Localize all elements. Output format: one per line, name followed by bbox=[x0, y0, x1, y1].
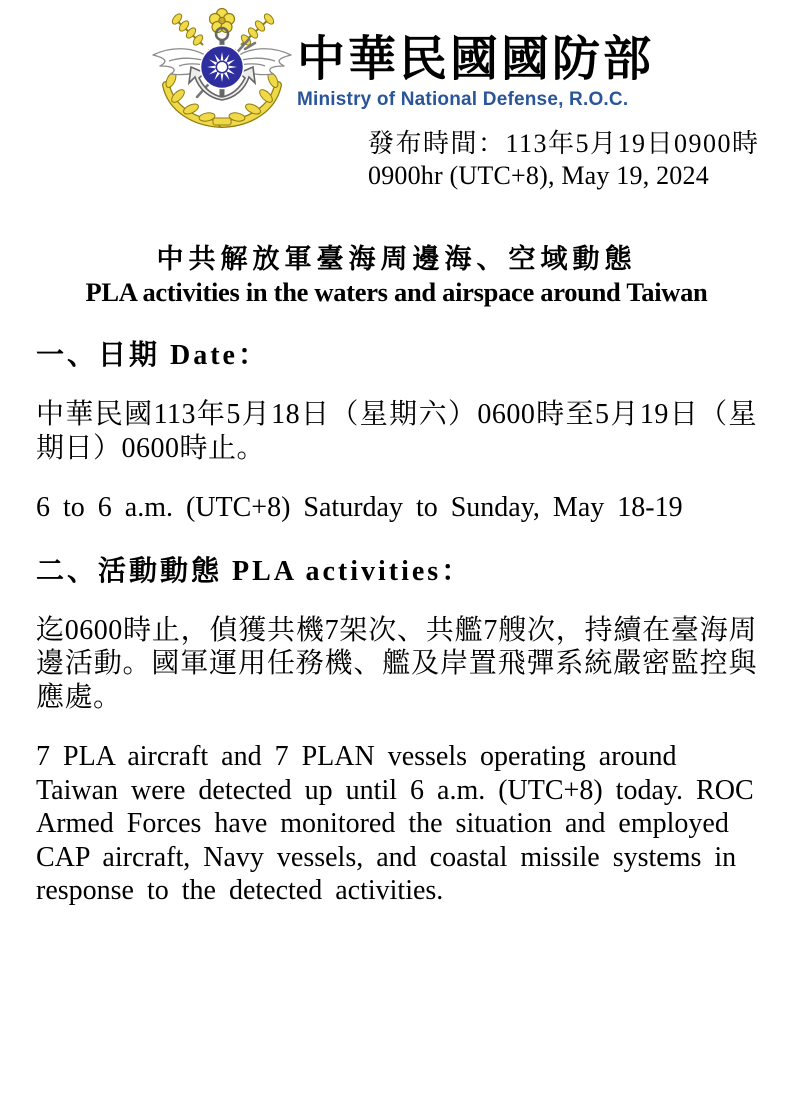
header bbox=[297, 33, 654, 111]
ministry-title-zh: 中華民國國防部 bbox=[297, 33, 655, 86]
date-paragraph-en: 6 to 6 a.m. (UTC+8) Saturday to Sunday, May 18-19 bbox=[36, 492, 683, 523]
mnd-emblem-logo bbox=[147, 5, 297, 130]
document-body bbox=[36, 243, 757, 908]
release-time-zh: 發布時間：113年5月19日0900時 bbox=[368, 129, 760, 158]
release-time-en: 0900hr (UTC+8), May 19, 2024 bbox=[368, 161, 709, 190]
ministry-title-en: Ministry of National Defense, R.O.C. bbox=[297, 89, 629, 110]
mnd-emblem-icon bbox=[147, 5, 297, 130]
date-paragraph-zh: 中華民國113年5月18日（星期六）0600時至5月19日（星期日）0600時止。 bbox=[36, 399, 757, 464]
document-title-zh: 中共解放軍臺海周邊海、空域動態 bbox=[156, 244, 637, 274]
section-heading-date: 一、日期 Date： bbox=[36, 340, 269, 371]
release-time-block bbox=[368, 128, 760, 192]
activities-paragraph-en: 7 PLA aircraft and 7 PLAN vessels operating around Taiwan were detected up until 6 a.m. (UTC+8) today. ROC Armed Forces have monitored the situation and employed CAP aircraft, Navy vessels, and coastal missile systems in response to the detected activities. bbox=[36, 741, 754, 906]
section-heading-activities: 二、活動動態 PLA activities： bbox=[36, 555, 473, 587]
activities-paragraph-zh: 迄0600時止，偵獲共機7架次、共艦7艘次，持續在臺海周邊活動。國軍運用任務機、艦及岸置飛彈系統嚴密監控與應處。 bbox=[36, 614, 757, 713]
document-title-en: PLA activities in the waters and airspace around Taiwan bbox=[85, 277, 708, 307]
